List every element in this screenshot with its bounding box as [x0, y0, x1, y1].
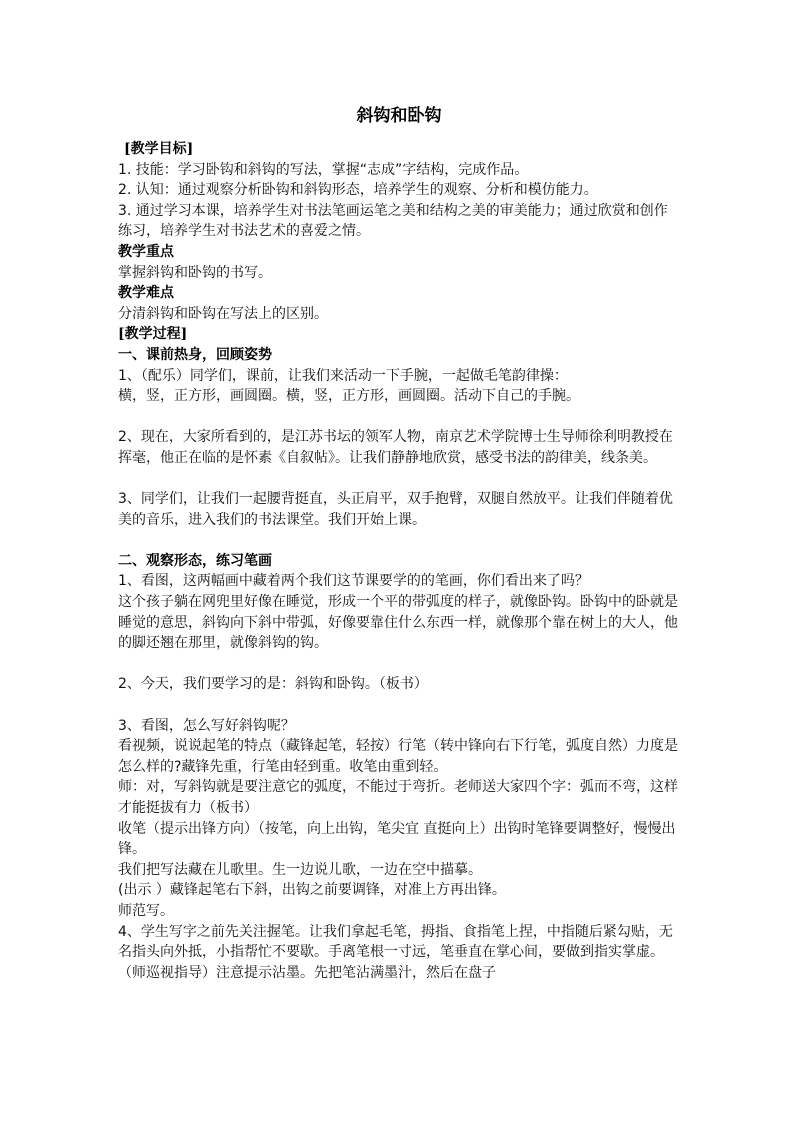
blank-line — [118, 407, 680, 428]
section1-paragraph: 1、（配乐）同学们，课前，让我们来活动一下手腕，一起做毛笔韵律操： — [118, 367, 568, 384]
objective-item-1: 1. 技能：学习卧钩和斜钩的写法，掌握“志成”字结构，完成作品。 — [118, 161, 529, 178]
objective-item-3: 3. 通过学习本课，培养学生对书法笔画运笔之美和结构之美的审美能力；通过欣赏和创作练习，培养学生对书法艺术的喜爱之情。 — [118, 202, 668, 240]
section1-paragraph: 3、同学们，让我们一起腰背挺直，头正肩平，双手抱臂，双腿自然放平。让我们伴随着优美的音乐，进入我们的书法课堂。我们开始上课。 — [118, 491, 673, 528]
section2-paragraph: 这个孩子躺在网兜里好像在睡觉，形成一个平的带弧度的样子，就像卧钩。卧钩中的卧就是睡觉的意思，斜钩向下斜中带弧，好像要靠住什么东西一样，就像那个靠在树上的大人，他的脚还翘在那里，就像斜钩的钩。 — [118, 594, 678, 652]
blank-line — [118, 695, 680, 716]
key-point-text: 掌握斜钩和卧钩的书写。 — [118, 264, 272, 281]
section2-paragraph: 师范写。 — [118, 902, 174, 919]
key-point-heading: 教学重点 — [118, 243, 174, 260]
section1-paragraph: 2、现在，大家所看到的，是江苏书坛的领军人物，南京艺术学院博士生导师徐利明教授在挥毫，他正在临的是怀素《自叙帖》。让我们静静地欣赏，感受书法的韵律美，线条美。 — [118, 429, 673, 466]
section2-paragraph: 4、学生写字之前先关注握笔。让我们拿起毛笔，拇指、食指笔上捏，中指随后紧勾贴，无名指头向外抵，小指帮忙不要歇。手离笔根一寸远，笔垂直在掌心间，要做到指实掌虚。（师巡视指导）注意提示沾墨。先把笔沾满墨汁，然后在盘子 — [118, 923, 673, 981]
section2-paragraph: 看视频，说说起笔的特点（藏锋起笔，轻按）行笔（转中锋向右下行笔，弧度自然）力度是怎么样的?藏锋先重，行笔由轻到重。收笔由重到轻。 — [118, 738, 678, 775]
blank-line — [118, 469, 680, 490]
objective-item-2: 2. 认知：通过观察分析卧钩和斜钩形态，培养学生的观察、分析和模仿能力。 — [118, 182, 598, 199]
blank-line — [118, 530, 680, 551]
document-title: 斜钩和卧钩 — [356, 106, 442, 126]
difficulty-heading: 教学难点 — [118, 285, 174, 302]
section2-paragraph: 收笔（提示出锋方向）（按笔，向上出钩，笔尖宜 直挺向上）出钩时笔锋要调整好，慢慢出锋。 — [118, 820, 676, 858]
blank-line — [118, 654, 680, 675]
difficulty-text: 分清斜钩和卧钩在写法上的区别。 — [118, 305, 328, 322]
section2-paragraph: 师：对，写斜钩就是要注意它的弧度，不能过于弯折。老师送大家四个字：弧而不弯，这样才能挺拔有力（板书） — [118, 779, 678, 816]
section2-paragraph: 2、今天，我们要学习的是：斜钩和卧钩。（板书） — [118, 676, 428, 693]
section2-paragraph: (出示 ）藏锋起笔右下斜，出钩之前要调锋，对准上方再出锋。 — [118, 882, 506, 899]
section2-paragraph: 1、看图，这两幅画中藏着两个我们这节课要学的的笔画，你们看出来了吗？ — [118, 573, 589, 590]
process-heading: [教学过程] — [118, 326, 188, 343]
document-body — [118, 104, 680, 983]
section1-paragraph: 横，竖，正方形，画圆圈。横，竖，正方形，画圆圈。活动下自己的手腕。 — [118, 388, 580, 405]
section2-heading: 二、观察形态，练习笔画 — [118, 552, 272, 569]
section2-paragraph: 3、看图，怎么写好斜钩呢？ — [118, 717, 295, 734]
section2-paragraph: 我们把写法藏在儿歌里。生一边说儿歌，一边在空中描摹。 — [118, 861, 482, 878]
section1-heading: 一、课前热身，回顾姿势 — [118, 346, 272, 363]
objectives-heading: [教学目标] — [124, 141, 194, 157]
